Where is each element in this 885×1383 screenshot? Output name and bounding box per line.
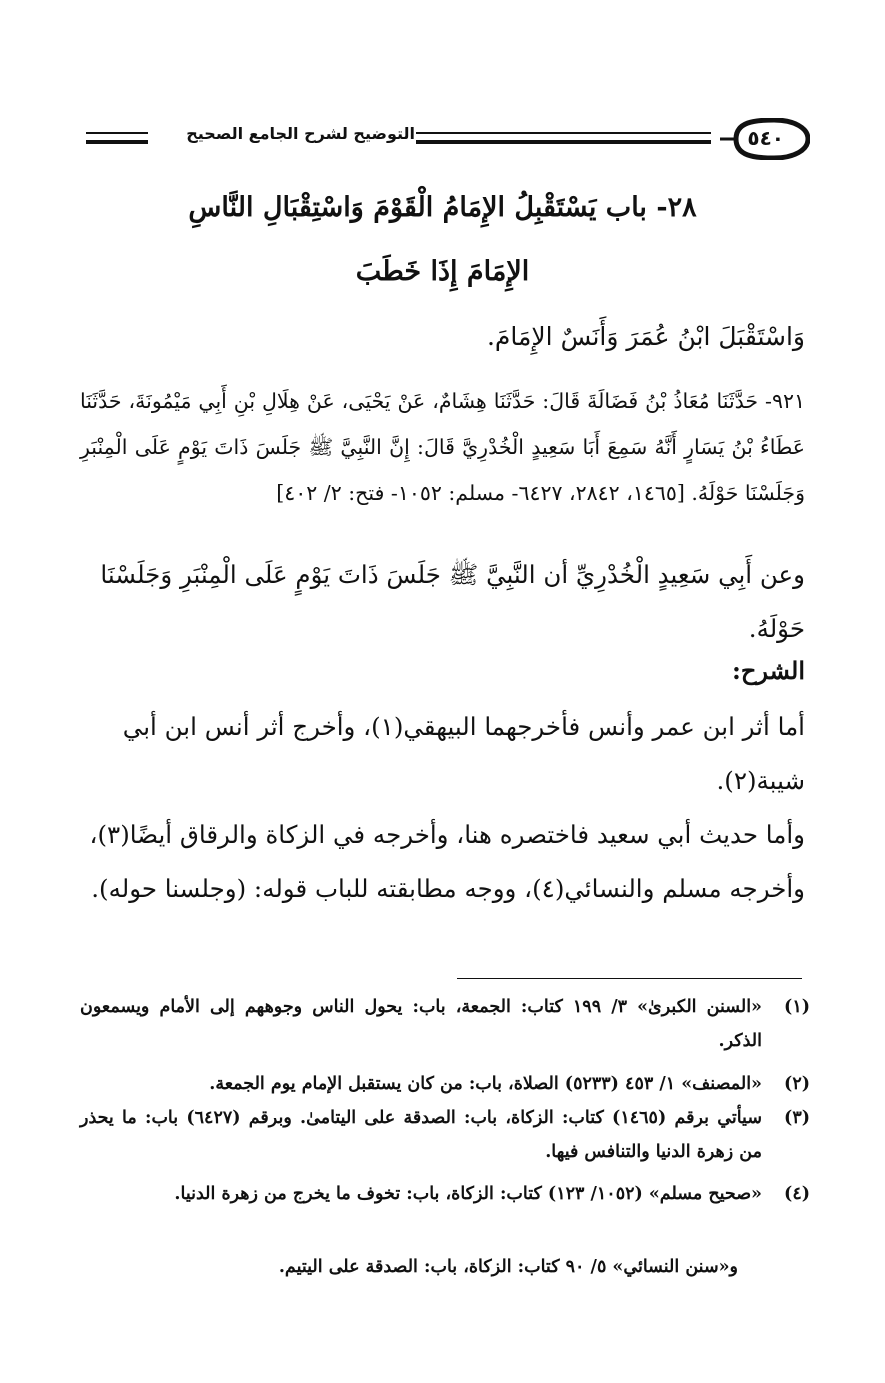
chapter-intro: وَاسْتَقْبَلَ ابْنُ عُمَرَ وَأَنَسٌ الإِمَامَ.	[486, 322, 805, 351]
footnote	[80, 1067, 810, 1101]
paragraph: أما أثر ابن عمر وأنس فأخرجهما البيهقي(١)، وأخرج أثر أنس ابن أبي شيبة(٢).	[122, 712, 805, 795]
paragraph: وعن أَبِي سَعِيدٍ الْخُدْرِيِّ أن النَّبِيَّ ﷺ جَلَسَ ذَاتَ يَوْمٍ عَلَى الْمِنْبَرِ وَجَلَسْنَا حَوْلَهُ.	[100, 560, 805, 643]
page-number: ٥٤٠	[747, 126, 784, 150]
chapter-title-line1: ٢٨- باب يَسْتَقْبِلُ الإِمَامُ الْقَوْمَ وَاسْتِقْبَالِ النَّاسِ	[188, 192, 697, 223]
footnote-continuation	[80, 1250, 810, 1284]
footnote-text: «المصنف» ١/ ٤٥٣ (٥٢٣٣) الصلاة، باب: من كان يستقبل الإمام يوم الجمعة.	[209, 1074, 762, 1094]
footnote-text: سيأتي برقم (١٤٦٥) كتاب: الزكاة، باب: الصدقة على اليتامىٰ. وبرقم (٦٤٢٧) باب: ما يحذر من زهرة الدنيا والتنافس فيها.	[80, 1108, 762, 1162]
header-rule	[86, 132, 148, 134]
footnote-separator	[457, 978, 802, 979]
chapter-title-line2: الإِمَامَ إِذَا خَطَبَ	[355, 256, 530, 287]
hadith-text: ٩٢١- حَدَّثَنَا مُعَاذُ بْنُ فَضَالَةَ قَالَ: حَدَّثَنَا هِشَامٌ، عَنْ يَحْيَى، عَنْ هِلَالِ بْنِ أَبِي مَيْمُونَةَ، حَدَّثَنَا عَطَاءُ بْنُ يَسَارٍ أَنَّهُ سَمِعَ أَبَا سَعِيدٍ الْخُدْرِيَّ قَالَ: إِنَّ النَّبِيَّ ﷺ جَلَسَ ذَاتَ يَوْمٍ عَلَى الْمِنْبَرِ وَجَلَسْنَا حَوْلَهُ. [١٤٦٥، ٢٨٤٢، ٦٤٢٧- مسلم: ١٠٥٢- فتح: ٢/ ٤٠٢]	[80, 389, 805, 505]
footnote-text: «صحيح مسلم» (١٠٥٢/ ١٢٣) كتاب: الزكاة، باب: تخوف ما يخرج من زهرة الدنيا.	[174, 1184, 762, 1204]
header-rule	[416, 132, 711, 134]
footnote-number: (١)	[784, 997, 810, 1017]
footnote	[80, 990, 810, 1058]
paragraph: وأما حديث أبي سعيد فاختصره هنا، وأخرجه في الزكاة والرقاق أيضًا(٣)، وأخرجه مسلم والنسائي(٤)، ووجه مطابقته للباب قوله: (وجلسنا حوله).	[89, 820, 805, 903]
footnote-text: و«سنن النسائي» ٥/ ٩٠ كتاب: الزكاة، باب: الصدقة على اليتيم.	[278, 1257, 738, 1277]
header-rule	[86, 140, 148, 144]
footnote-number: (٣)	[784, 1108, 810, 1128]
footnote	[80, 1177, 810, 1211]
running-title: التوضيح لشرح الجامع الصحيح	[186, 124, 415, 143]
header-rule	[416, 140, 711, 144]
sharh-heading: الشرح:	[732, 656, 805, 685]
footnote-number: (٢)	[784, 1074, 810, 1094]
footnote-number: (٤)	[784, 1184, 810, 1204]
running-header	[86, 118, 810, 162]
footnote-text: «السنن الكبرىٰ» ٣/ ١٩٩ كتاب: الجمعة، باب: يحول الناس وجوههم إلى الأمام ويسمعون الذكر.	[80, 997, 762, 1051]
footnote	[80, 1101, 810, 1169]
